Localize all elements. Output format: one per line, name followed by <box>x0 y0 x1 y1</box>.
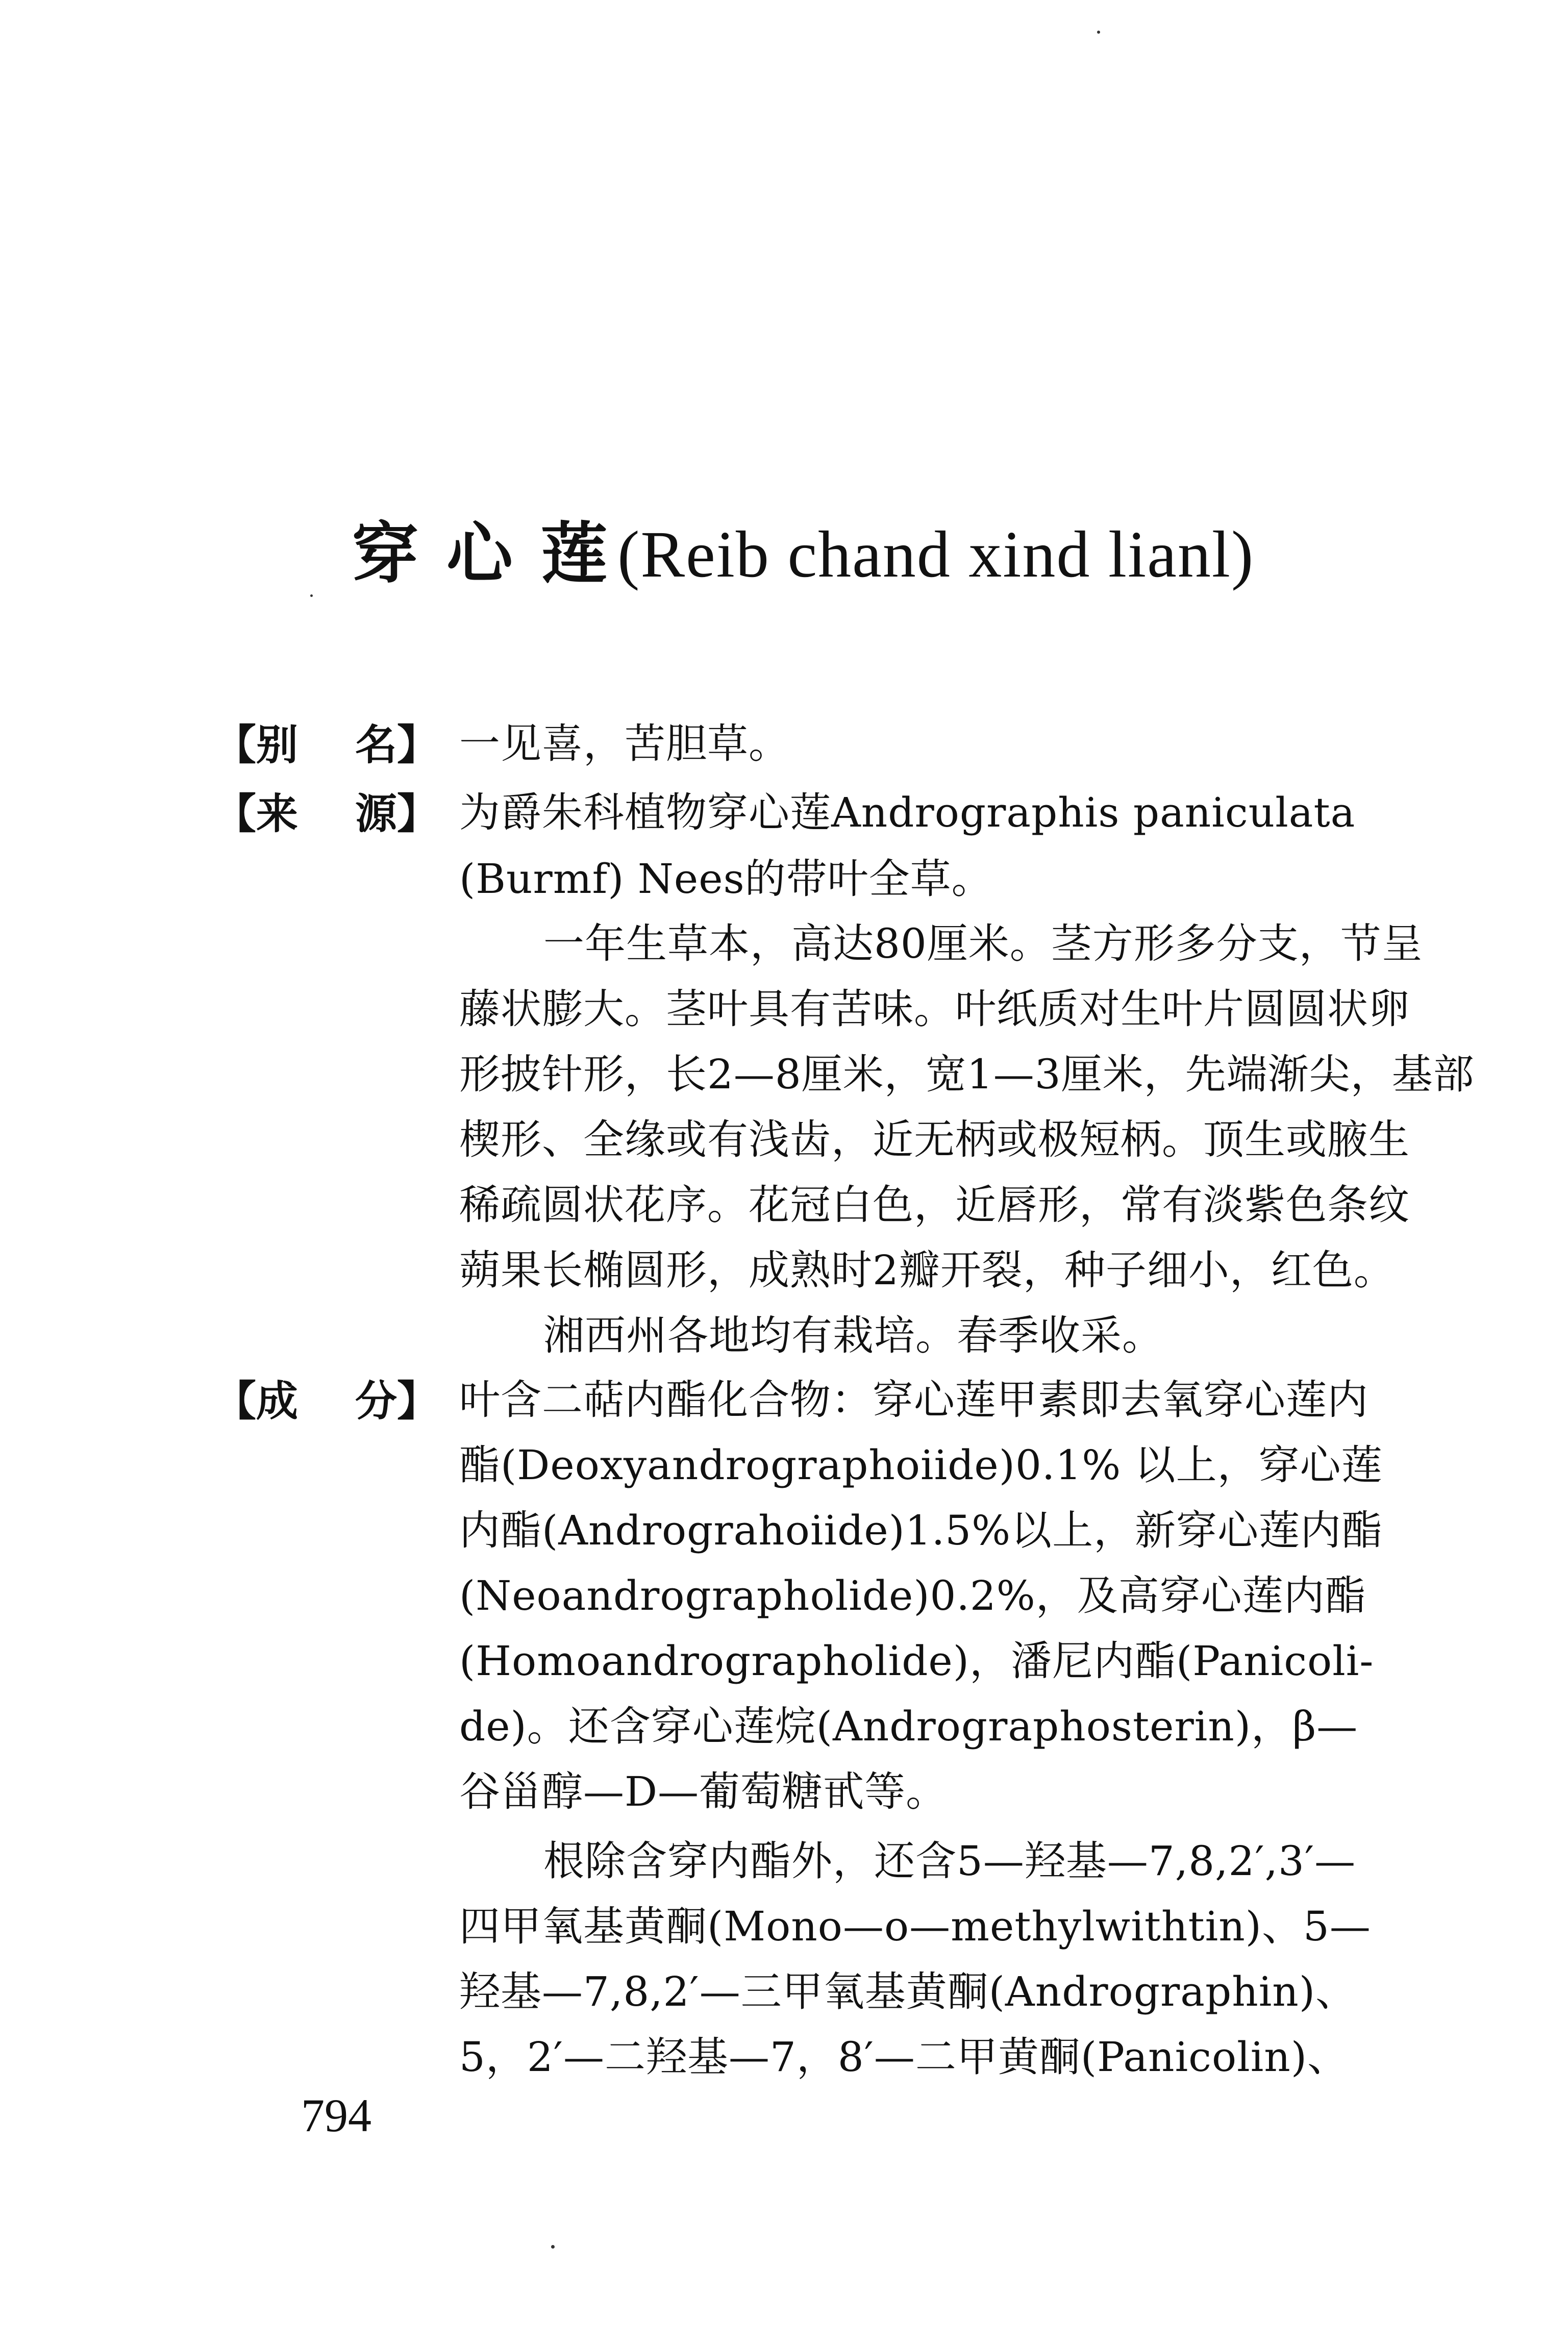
scan-speck <box>310 594 313 597</box>
composition-line: 羟基—7,8,2′—三甲氧基黄酮(Andrographin)、 <box>459 1968 1357 2015</box>
composition-line: (Neoandrographolide)0.2%，及高穿心莲内酯 <box>459 1572 1366 1619</box>
composition-line: 叶含二萜内酯化合物：穿心莲甲素即去氧穿心莲内 <box>459 1376 1368 1424</box>
source-line: 蒴果长椭圆形，成熟时2瓣开裂，种子细小，红色。 <box>459 1246 1395 1294</box>
alias-label-right: 名】 <box>355 721 439 769</box>
page-number: 794 <box>301 2089 371 2141</box>
source-line: 稀疏圆状花序。花冠白色，近唇形，常有淡紫色条纹 <box>459 1181 1410 1229</box>
composition-line: de)。还含穿心莲烷(Andrographosterin)，β— <box>459 1703 1358 1750</box>
composition-line: 根除含穿内酯外，还含5—羟基—7,8,2′,3′— <box>543 1837 1356 1885</box>
scan-speck <box>1097 31 1100 34</box>
source-label-right: 源】 <box>355 790 439 838</box>
source-line: 藤状膨大。茎叶具有苦味。叶纸质对生叶片圆圆状卵 <box>459 985 1410 1033</box>
composition-line: (Homoandrographolide)，潘尼内酯(Panicoli- <box>459 1637 1374 1685</box>
source-line: 楔形、全缘或有浅齿，近无柄或极短柄。顶生或腋生 <box>459 1116 1410 1163</box>
source-line: 形披针形，长2—8厘米，宽1—3厘米，先端渐尖，基部 <box>459 1051 1475 1098</box>
composition-line: 四甲氧基黄酮(Mono—o—methylwithtin)、5— <box>459 1903 1371 1950</box>
composition-line: 谷甾醇—D—葡萄糖甙等。 <box>459 1768 948 1815</box>
source-line: 为爵朱科植物穿心莲Andrographis paniculata <box>459 789 1356 836</box>
source-line: (Burmf) Nees的带叶全草。 <box>459 855 993 903</box>
composition-line: 5，2′—二羟基—7，8′—二甲黄酮(Panicolin)、 <box>459 2033 1349 2081</box>
page-title <box>352 515 1255 592</box>
title-chinese: 穿心莲 <box>352 515 636 592</box>
source-label-left: 【来 <box>214 790 298 838</box>
composition-line: 内酯(Andrograhoiide)1.5%以上，新穿心莲内酯 <box>459 1507 1383 1554</box>
composition-label-right: 分】 <box>355 1377 439 1426</box>
alias-label-left: 【别 <box>214 721 298 769</box>
title-pinyin: (Reib chand xind lianl) <box>617 518 1255 591</box>
source-line: 一年生草本，高达80厘米。茎方形多分支，节呈 <box>543 920 1423 967</box>
source-line: 湘西州各地均有栽培。春季收采。 <box>543 1312 1163 1359</box>
scan-speck <box>551 2245 555 2249</box>
composition-line: 酯(Deoxyandrographoiide)0.1% 以上，穿心莲 <box>459 1441 1383 1489</box>
alias-line: 一见喜，苦胆草。 <box>459 720 790 767</box>
composition-label-left: 【成 <box>214 1377 298 1426</box>
